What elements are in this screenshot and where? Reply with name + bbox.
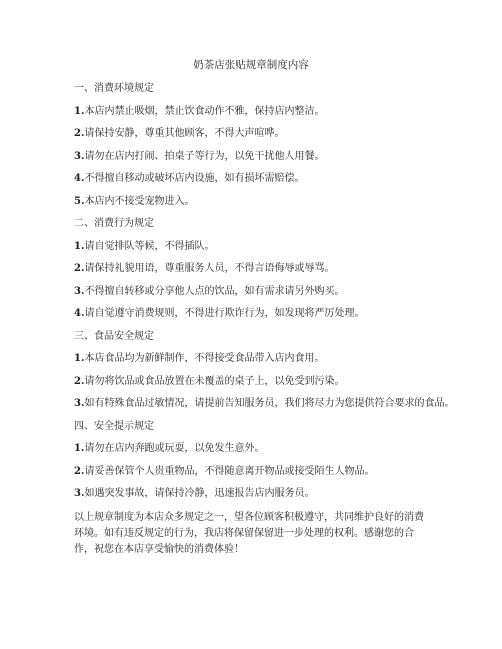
rule-item: 1.本店食品均为新鲜制作，不得接受食品带入店内食用。 xyxy=(74,353,325,364)
document-body xyxy=(74,82,455,558)
rule-item: 2.请保持礼貌用语，尊重服务人员，不得言语侮辱或辱骂。 xyxy=(74,263,335,274)
rule-item: 3.如有特殊食品过敏情况，请提前告知服务员，我们将尽力为您提供符合要求的食品。 xyxy=(74,398,455,409)
rule-item: 1.请勿在店内奔跑或玩耍，以免发生意外。 xyxy=(74,443,265,454)
section-heading: 四、安全提示规定 xyxy=(74,420,154,432)
section-consumption-environment xyxy=(74,82,430,208)
document-title: 奶茶店张贴规章制度内容 xyxy=(193,59,309,71)
section-safety-tips xyxy=(74,420,430,501)
rule-item: 2.请勿将饮品或食品放置在未覆盖的桌子上，以免受到污染。 xyxy=(74,375,345,387)
rule-item: 3.不得擅自转移或分享他人点的饮品，如有需求请另外购买。 xyxy=(74,285,345,297)
rule-item: 3.请勿在店内打闹、拍桌子等行为，以免干扰他人用餐。 xyxy=(74,150,325,162)
rule-item: 2.请保持安静，尊重其他顾客，不得大声喧哗。 xyxy=(74,128,285,139)
rule-item: 1.请自觉排队等候，不得插队。 xyxy=(74,240,215,252)
closing-paragraph: 以上规章制度为本店众多规定之一，望各位顾客积极遵守，共同维护良好的消费环境。如有违反规定的行为，我店将保留保留进一步处理的权利。感谢您的合作，祝您在本店享受愉快的消费体验！ xyxy=(74,511,424,555)
rule-item: 4.不得擅自移动或破坏店内设施，如有损坏需赔偿。 xyxy=(74,173,305,184)
section-heading: 一、消费环境规定 xyxy=(74,83,154,94)
section-heading: 二、消费行为规定 xyxy=(74,218,154,229)
section-food-safety xyxy=(74,330,455,411)
section-consumption-behavior xyxy=(74,217,430,320)
rule-item: 1.本店内禁止吸烟，禁止饮食动作不雅，保持店内整洁。 xyxy=(74,105,325,117)
rule-item: 3.如遇突发事故，请保持冷静，迅速报告店内服务员。 xyxy=(74,488,315,499)
rule-item: 5.本店内不接受宠物进入。 xyxy=(74,195,195,207)
section-heading: 三、食品安全规定 xyxy=(74,330,154,342)
rule-item: 4.请自觉遵守消费规则，不得进行欺诈行为，如发现将严厉处理。 xyxy=(74,308,365,319)
rule-item: 2.请妥善保管个人贵重物品，不得随意离开物品或接受陌生人物品。 xyxy=(74,465,375,477)
